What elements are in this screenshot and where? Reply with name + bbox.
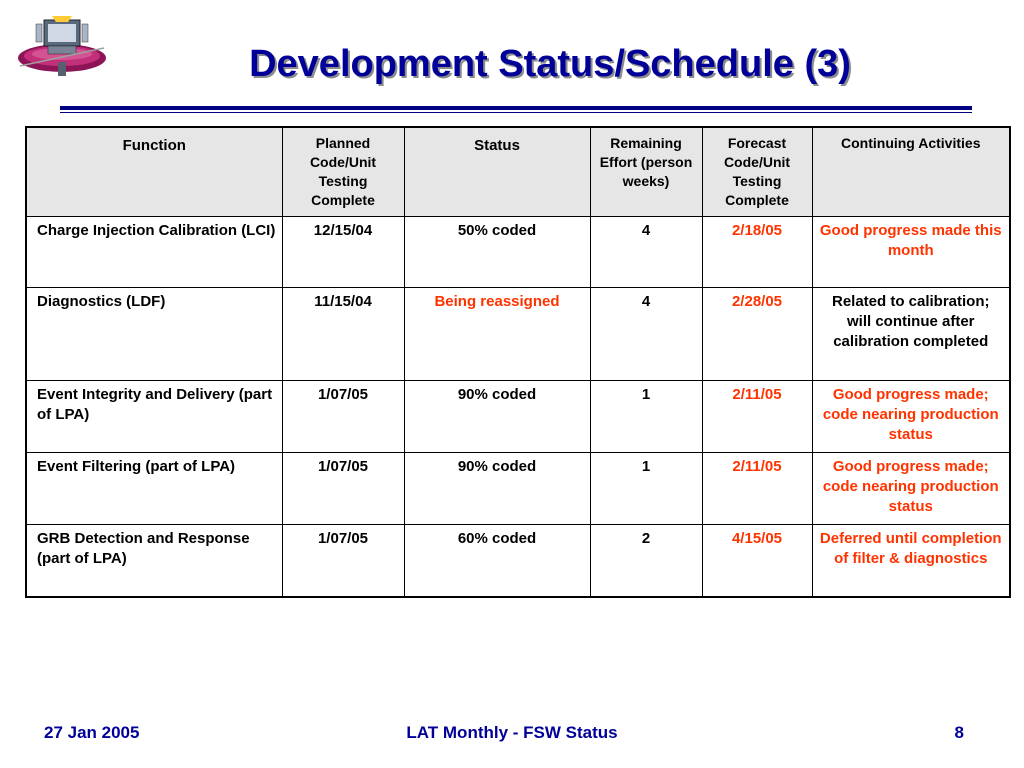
cell-forecast: 2/11/05 <box>702 453 812 525</box>
cell-forecast: 4/15/05 <box>702 525 812 598</box>
cell-planned: 1/07/05 <box>282 381 404 453</box>
cell-function: GRB Detection and Response (part of LPA) <box>26 525 282 598</box>
cell-activities: Related to calibration; will continue after calibration completed <box>812 288 1010 381</box>
cell-forecast: 2/11/05 <box>702 381 812 453</box>
cell-planned: 1/07/05 <box>282 453 404 525</box>
table-row <box>26 288 1010 381</box>
cell-activities: Good progress made this month <box>812 217 1010 288</box>
cell-effort: 4 <box>590 217 702 288</box>
lat-satellite-logo-icon <box>14 14 110 86</box>
cell-forecast: 2/28/05 <box>702 288 812 381</box>
cell-effort: 2 <box>590 525 702 598</box>
footer-presentation-title: LAT Monthly - FSW Status <box>406 723 618 742</box>
cell-activities: Good progress made; code nearing production status <box>812 381 1010 453</box>
cell-function: Event Filtering (part of LPA) <box>26 453 282 525</box>
table-row <box>26 525 1010 598</box>
header-forecast: Forecast Code/Unit Testing Complete <box>702 127 812 217</box>
cell-effort: 1 <box>590 453 702 525</box>
cell-effort: 4 <box>590 288 702 381</box>
cell-status: 90% coded <box>404 381 590 453</box>
cell-activities: Good progress made; code nearing production status <box>812 453 1010 525</box>
footer-page-number: 8 <box>954 723 964 742</box>
header-status: Status <box>404 127 590 217</box>
table-header-row <box>26 127 1010 217</box>
header-function: Function <box>26 127 282 217</box>
cell-function: Charge Injection Calibration (LCI) <box>26 217 282 288</box>
table-row <box>26 217 1010 288</box>
cell-status: 90% coded <box>404 453 590 525</box>
table-row <box>26 381 1010 453</box>
cell-planned: 11/15/04 <box>282 288 404 381</box>
title-rule-thin <box>60 112 972 113</box>
cell-status: 60% coded <box>404 525 590 598</box>
status-schedule-table <box>25 126 1011 598</box>
header-continuing-activities: Continuing Activities <box>812 127 1010 217</box>
cell-status: Being reassigned <box>404 288 590 381</box>
cell-activities: Deferred until completion of filter & diagnostics <box>812 525 1010 598</box>
cell-effort: 1 <box>590 381 702 453</box>
cell-forecast: 2/18/05 <box>702 217 812 288</box>
header-planned: Planned Code/Unit Testing Complete <box>282 127 404 217</box>
table-row <box>26 453 1010 525</box>
footer-date: 27 Jan 2005 <box>44 723 140 742</box>
cell-planned: 1/07/05 <box>282 525 404 598</box>
slide-title: Development Status/Schedule (3) <box>249 43 851 85</box>
title-rule-thick <box>60 106 972 110</box>
header-remaining-effort: Remaining Effort (person weeks) <box>590 127 702 217</box>
cell-function: Event Integrity and Delivery (part of LPA) <box>26 381 282 453</box>
cell-planned: 12/15/04 <box>282 217 404 288</box>
cell-function: Diagnostics (LDF) <box>26 288 282 381</box>
cell-status: 50% coded <box>404 217 590 288</box>
